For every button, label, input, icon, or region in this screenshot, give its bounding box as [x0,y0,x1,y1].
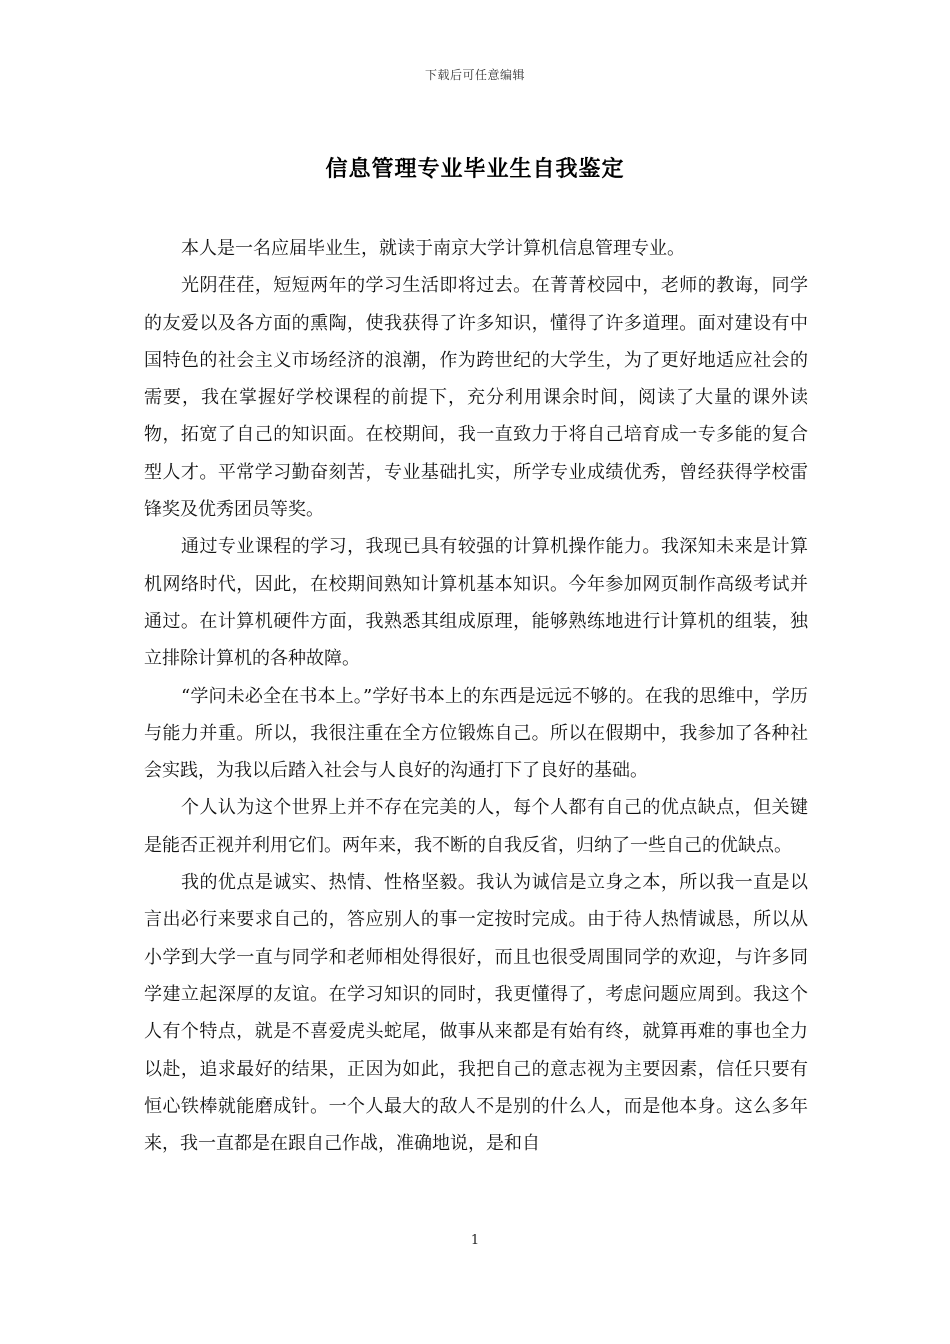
paragraph-computer-skills: 通过专业课程的学习，我现已具有较强的计算机操作能力。我深知未来是计算机网络时代，因此，在校期间熟知计算机基本知识。今年参加网页制作高级考试并通过。在计算机硬件方面，我熟悉其组成原理，能够熟练地进行计算机的组装，独立排除计算机的各种故障。 [144,536,808,670]
header-note: 下载后可任意编辑 [424,68,525,82]
paragraph-intro: 本人是一名应届毕业生，就读于南京大学计算机信息管理专业。 [181,238,685,259]
paragraph-practice: “学问未必全在书本上。”学好书本上的东西是远远不够的。在我的思维中，学历与能力并重。所以，我很注重在全方位锻炼自己。所以在假期中，我参加了各种社会实践，为我以后踏入社会与人良好的沟通打下了良好的基础。 [144,685,808,782]
paragraph-strengths: 我的优点是诚实、热情、性格坚毅。我认为诚信是立身之本，所以我一直是以言出必行来要求自己的，答应别人的事一定按时完成。由于待人热情诚恳，所以从小学到大学一直与同学和老师相处得很好，而且也很受周围同学的欢迎，与许多同学建立起深厚的友谊。在学习知识的同时，我更懂得了，考虑问题应周到。我这个人有个特点，就是不喜爱虎头蛇尾，做事从来都是有始有终，就算再难的事也全力以赴，追求最好的结果，正因为如此，我把自己的意志视为主要因素，信任只要有恒心铁棒就能磨成针。一个人最大的敌人不是别的什么人，而是他本身。这么多年来，我一直都是在跟自己作战，准确地说，是和自 [144,872,808,1155]
paragraph-study-life: 光阴荏荏，短短两年的学习生活即将过去。在菁菁校园中，老师的教诲，同学的友爱以及各方面的熏陶，使我获得了许多知识，懂得了许多道理。面对建设有中国特色的社会主义市场经济的浪潮，作为跨世纪的大学生，为了更好地适应社会的需要，我在掌握好学校课程的前提下，充分利用课余时间，阅读了大量的课外读物，拓宽了自己的知识面。在校期间，我一直致力于将自己培育成一专多能的复合型人才。平常学习勤奋刻苦，专业基础扎实，所学专业成绩优秀，曾经获得学校雷锋奖及优秀团员等奖。 [144,275,808,521]
paragraph-self-reflection: 个人认为这个世界上并不存在完美的人，每个人都有自己的优点缺点，但关键是能否正视并利用它们。两年来，我不断的自我反省，归纳了一些自己的优缺点。 [144,797,808,856]
page-number: 1 [470,1233,480,1248]
document-body [144,230,808,1162]
document-title: 信息管理专业毕业生自我鉴定 [325,156,625,182]
